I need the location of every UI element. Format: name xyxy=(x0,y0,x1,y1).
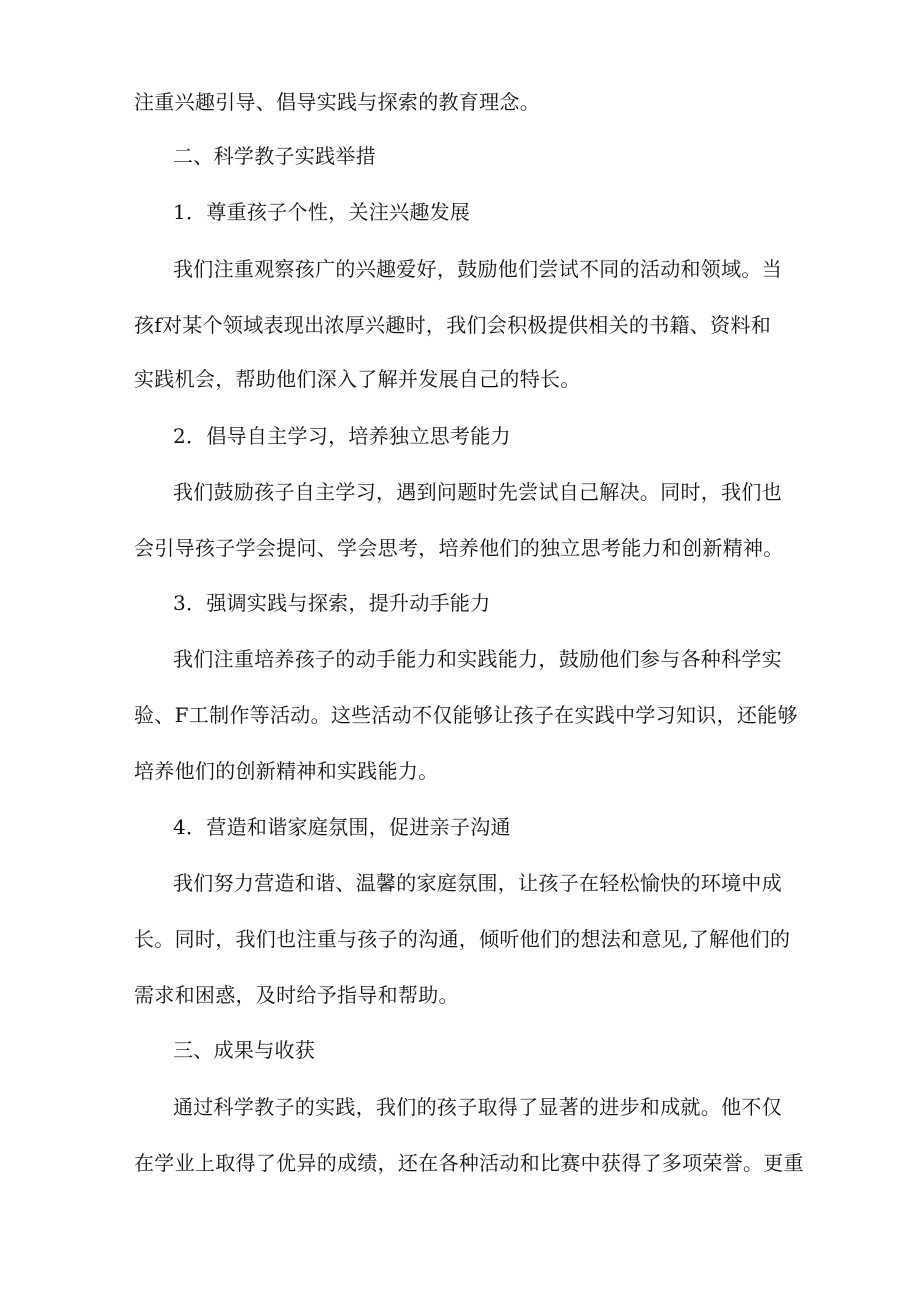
paragraph-line: 需求和困惑，及时给予指导和帮助。 xyxy=(134,983,459,1007)
paragraph-line: 孩f对某个领域表现出浓厚兴趣时，我们会积极提供相关的书籍、资料和 xyxy=(134,313,772,337)
paragraph-line: 在学业上取得了优异的成绩，还在各种活动和比赛中获得了多项荣誉。更重 xyxy=(134,1151,804,1175)
paragraph-line: 我们鼓励孩子自主学习，遇到问题时先尝试自己解决。同时，我们也 xyxy=(173,480,782,504)
paragraph-line: 长。同时，我们也注重与孩子的沟通，倾听他们的想法和意见,了解他们的 xyxy=(134,927,791,951)
paragraph-line: 实践机会，帮助他们深入了解并发展自己的特长。 xyxy=(134,367,581,391)
paragraph-line: 会引导孩子学会提问、学会思考，培养他们的独立思考能力和创新精神。 xyxy=(134,536,784,560)
subsection-heading: 2．倡导自主学习，培养独立思考能力 xyxy=(173,424,511,448)
paragraph-line: 培养他们的创新精神和实践能力。 xyxy=(134,759,439,783)
section-heading: 二、科学教子实践举措 xyxy=(173,144,376,168)
subsection-heading: 1．尊重孩子个性，关注兴趣发展 xyxy=(173,200,471,224)
subsection-heading: 4．营造和谐家庭氛围，促进亲子沟通 xyxy=(173,815,511,839)
paragraph-line: 我们努力营造和谐、温馨的家庭氛围，让孩子在轻松愉快的环境中成 xyxy=(173,871,782,895)
section-heading: 三、成果与收获 xyxy=(173,1038,316,1062)
paragraph-line: 验、F工制作等活动。这些活动不仅能够让孩子在实践中学习知识，还能够 xyxy=(134,703,798,727)
paragraph-line: 注重兴趣引导、倡导实践与探索的教育理念。 xyxy=(134,90,540,114)
paragraph-line: 通过科学教子的实践，我们的孩子取得了显著的进步和成就。他不仅 xyxy=(173,1095,782,1119)
subsection-heading: 3．强调实践与探索，提升动手能力 xyxy=(173,591,491,615)
paragraph-line: 我们注重培养孩子的动手能力和实践能力，鼓励他们参与各种科学实 xyxy=(173,647,782,671)
paragraph-line: 我们注重观察孩广的兴趣爱好，鼓励他们尝试不同的活动和领域。当 xyxy=(173,257,782,281)
